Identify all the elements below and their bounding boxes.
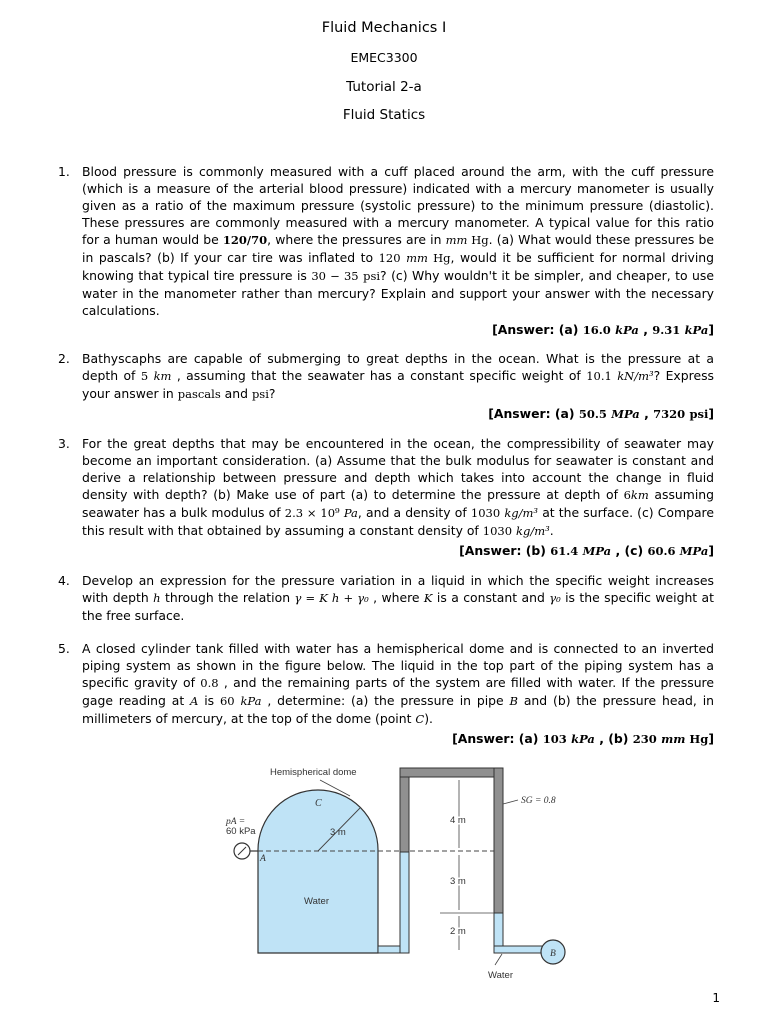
problem-text: For the great depths that may be encountered in the ocean, the compressibility of seawater may become an important consideration. (a) Assume that the bulk modulus for seawater is constant and derive a relationship between pressure and depth which takes into account the change in fluid density with depth? (b) Make use of part (a) to determine the pressure at depth of 6km assuming seawater has a bulk modulus of 2.3 × 10⁹ Pa, and a density of 1030 kg/m³ at the surface. (c) Compare this result with that obtained by assuming a constant density of 1030 kg/m³. [Answer: (b) 61.4 MPa , (c) 60.6 MPa] [82, 436, 715, 558]
dim-3m-label: 3 m [450, 876, 466, 887]
point-c-label: C [315, 798, 322, 809]
right-leg-sg-fluid [494, 768, 503, 913]
problem-5 [58, 640, 714, 748]
answer-line: [Answer: (a) 16.0 kPa , 9.31 kPa] [492, 322, 714, 337]
left-leg-sg-fluid [400, 768, 409, 852]
pa-label-line2: 60 kPa [226, 826, 256, 837]
problem-3 [58, 435, 714, 560]
point-b-label: B [550, 949, 556, 959]
problem-number: 5. [58, 641, 70, 656]
problem-2 [58, 350, 714, 423]
pa-label-line1: pA = [226, 817, 246, 827]
sg-label: SG = 0.8 [521, 796, 556, 806]
problem-text: Develop an expression for the pressure variation in a liquid in which the specific weight increases with depth h through the relation γ = K h + γ₀ , where K is a constant and γ₀ is the specific weight at the free surface. [82, 573, 715, 623]
document-title: Fluid Mechanics I [321, 20, 447, 36]
problem-1 [58, 163, 714, 339]
tank-piping-figure [200, 760, 580, 990]
pipe-to-b [494, 946, 544, 953]
course-code: EMEC3300 [350, 50, 418, 65]
tank-water-body [258, 790, 378, 953]
water-leader [495, 954, 502, 965]
problem-text: Bathyscaphs are capable of submerging to great depths in the ocean. What is the pressure at a depth of 5 km , assuming that the seawater has a constant specific weight of 10.1 kN/m³? Express your answer in pascals and psi? [Answer: (a) 50.5 MPa , 7320 psi] [82, 351, 714, 421]
dim-4m-label: 4 m [450, 815, 466, 826]
problem-number: 3. [58, 436, 70, 451]
water-label: Water [304, 896, 329, 907]
radius-label: 3 m [330, 827, 346, 838]
point-a-label: A [260, 854, 266, 864]
dome-label: Hemispherical dome [270, 767, 357, 778]
sg-leader [503, 800, 518, 804]
problem-number: 2. [58, 351, 70, 366]
top-bridge [400, 768, 503, 777]
answer-line: [Answer: (a) 103 kPa , (b) 230 mm Hg] [452, 731, 714, 746]
left-leg-water [400, 852, 409, 953]
problem-text: A closed cylinder tank filled with water has a hemispherical dome and is connected to an inverted piping system as shown in the figure below. The liquid in the top part of the piping system has a specific gravity of 0.8 , and the remaining parts of the system are filled with water. If the pressure gage reading at A is 60 kPa , determine: (a) the pressure in pipe B and (b) the pressure head, in millimeters of mercury, at the top of the dome (point C). [Answer: (a) 103 kPa , (b) 230 mm Hg] [82, 641, 714, 746]
answer-line: [Answer: (a) 50.5 MPa , 7320 psi] [488, 406, 714, 421]
water-label-2: Water [488, 970, 513, 981]
topic-label: Fluid Statics [342, 107, 426, 123]
problem-number: 4. [58, 573, 70, 588]
problem-text: Blood pressure is commonly measured with a cuff placed around the arm, with the cuff pressure (which is a measure of the arterial blood pressure) indicated with a mercury manometer is usually given as a ratio of the maximum pressure (systolic pressure) to the minimum pressure (diastolic). These pressures are commonly measured with a mercury manometer. A typical value for this ratio for a human would be 120/70, where the pressures are in mm Hg. (a) What would these pressures be in pascals? (b) If your car tire was inflated to 120 mm Hg, would it be sufficient for normal driving knowing that typical tire pressure is 30 − 35 psi? (c) Why wouldn't it be simpler, and cheaper, to use water in the manometer rather than mercury? Explain and support your answer with the necessary calculations. [Answer: (a) 16.0 kPa , 9.31 kPa] [82, 164, 715, 337]
connector-pipe [378, 946, 400, 953]
answer-line: [Answer: (b) 61.4 MPa , (c) 60.6 MPa] [459, 543, 714, 558]
problem-number: 1. [58, 164, 70, 179]
page-number: 1 [712, 991, 720, 1005]
dim-2m-label: 2 m [450, 926, 466, 937]
problem-4 [58, 572, 714, 624]
tutorial-label: Tutorial 2-a [346, 79, 422, 95]
